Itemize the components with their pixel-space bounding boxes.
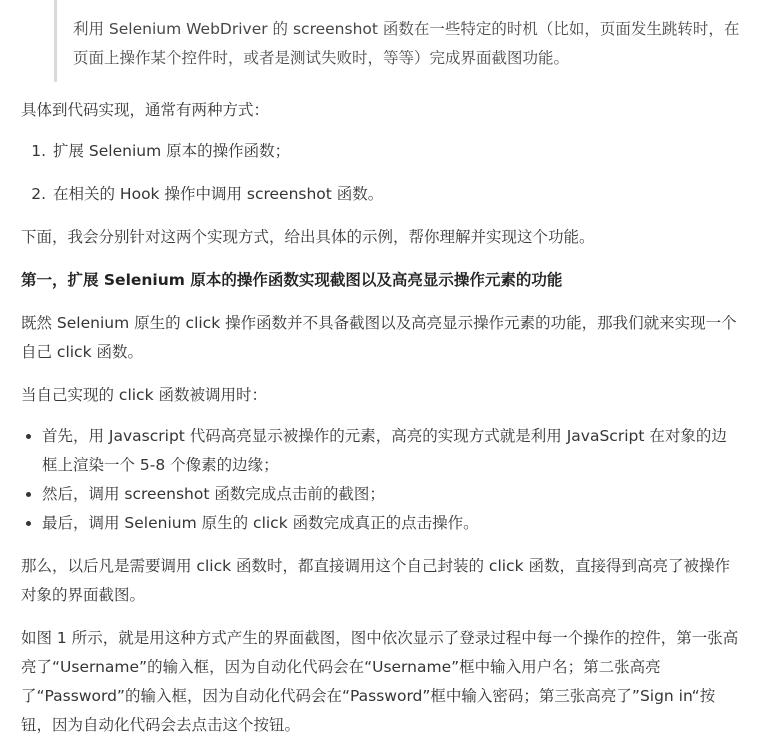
list-item: • 最后，调用 Selenium 原生的 click 函数完成真正的点击操作。	[42, 509, 740, 538]
section-heading: 第一，扩展 Selenium 原本的操作函数实现截图以及高亮显示操作元素的功能	[21, 271, 563, 289]
paragraph: 既然 Selenium 原生的 click 操作函数并不具备截图以及高亮显示操作元素的功能，那我们就来实现一个自己 click 函数。	[21, 314, 737, 361]
quote-text: 利用 Selenium WebDriver 的 screenshot 函数在一些特定的时机（比如，页面发生跳转时，在页面上操作某个控件时，或者是测试失败时，等等）完成界面截图功能。	[73, 20, 740, 67]
list-item: • 然后，调用 screenshot 函数完成点击前的截图；	[42, 480, 740, 509]
intro-paragraph: 具体到代码实现，通常有两种方式：	[21, 101, 270, 119]
paragraph: 如图 1 所示，就是用这种方式产生的界面截图，图中依次显示了登录过程中每一个操作的控件，第一张高亮了“Username”的输入框，因为自动化代码会在“Username”框中输入用户名；第二张高亮了“Password”的输入框，因为自动化代码会在“Password”框中输入密码；第三张高亮了”Sign in“按钮，因为自动化代码会去点击这个按钮。	[21, 629, 739, 734]
paragraph: 当自己实现的 click 函数被调用时：	[21, 386, 267, 404]
list-item: 2. 在相关的 Hook 操作中调用 screenshot 函数。	[51, 180, 740, 209]
paragraph: 那么，以后凡是需要调用 click 函数时，都直接调用这个自己封装的 click 函数，直接得到高亮了被操作对象的界面截图。	[21, 557, 730, 604]
transition-paragraph: 下面，我会分别针对这两个实现方式，给出具体的示例，帮你理解并实现这个功能。	[21, 228, 595, 246]
methods-list	[21, 137, 740, 209]
steps-list	[21, 422, 740, 538]
list-item: 1. 扩展 Selenium 原本的操作函数；	[51, 137, 740, 166]
blockquote	[54, 0, 740, 82]
list-item: • 首先，用 Javascript 代码高亮显示被操作的元素，高亮的实现方式就是利用 JavaScript 在对象的边框上渲染一个 5-8 个像素的边缘；	[42, 422, 740, 480]
